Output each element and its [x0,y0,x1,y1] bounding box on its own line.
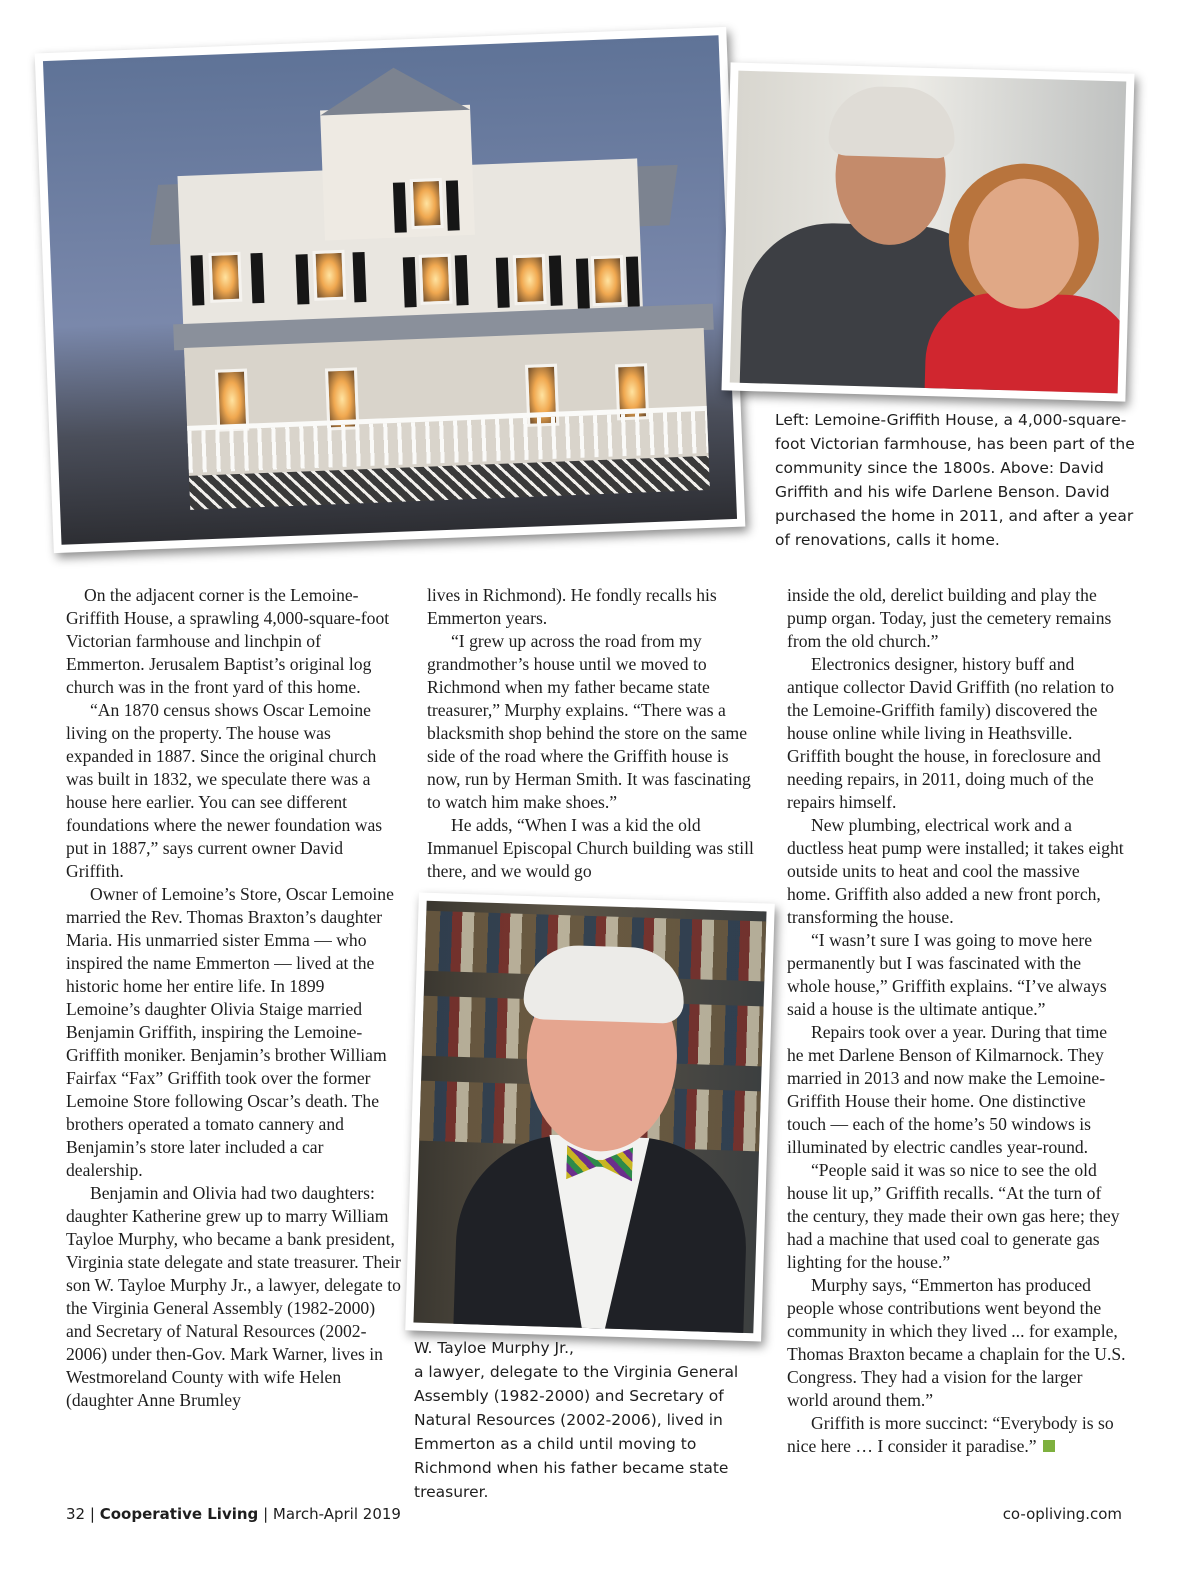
paragraph: “People said it was so nice to see the old house lit up,” Griffith recalls. “At the turn of the century, they made their own gas here; they had a machine that used coal to generate gas lighting for the house.” [787,1160,1120,1272]
page-number: 32 [66,1505,86,1523]
house-photo-caption: Left: Lemoine-Griffith House, a 4,000-square-foot Victorian farmhouse, has been part of the community since the 1800s. Above: David Griffith and his wife Darlene Benson. David purchased the home in 2011, and after a year of renovations, calls it home. [775,411,1135,549]
article-column-3 [787,584,1127,1458]
paragraph: “An 1870 census shows Oscar Lemoine living on the property. The house was expanded in 1887. Since the original church was built in 1832, we speculate there was a house here earlier. You can see different foundations where the newer foundation was put in 1887,” says current owner David Griffith. [66,700,383,881]
house-photo [35,27,746,553]
lemoine-griffith-house-image [43,35,737,545]
paragraph: Benjamin and Olivia had two daughters: daughter Katherine grew up to marry William Tayloe Murphy, who became a bank president, Virginia state delegate and state treasurer. Their son W. Tayloe Murphy Jr., a lawyer, delegate to the Virginia General Assembly (1982-2000) and Secretary of Natural Resources (2002-2006) under then-Gov. Mark Warner, lives in Westmoreland County with wife Helen (daughter Anne Brumley [66,1183,401,1410]
paragraph: New plumbing, electrical work and a ductless heat pump were installed; it takes eight outside units to heat and cool the massive home. Griffith also added a new front porch, transforming the house. [787,815,1124,927]
footer-separator: | [89,1505,95,1523]
paragraph [787,1412,1127,1458]
murphy-photo-caption [414,1336,774,1504]
article-column-2 [427,584,761,883]
end-of-article-icon [1043,1440,1055,1452]
couple-photo [721,62,1134,401]
w-tayloe-murphy-image [413,901,766,1333]
paragraph: lives in Richmond). He fondly recalls his Emmerton years. [427,585,717,628]
murphy-photo [405,893,775,1342]
closing-paragraph-text: Griffith is more succinct: “Everybody is so nice here … I consider it paradise.” [787,1413,1114,1456]
magazine-name: Cooperative Living [99,1505,259,1523]
paragraph: Murphy says, “Emmerton has produced people whose contributions went beyond the community in which they lived ... for example, Thomas Braxton became a chaplain for the U.S. Congress. They had a vision for the larger world around them.” [787,1275,1126,1410]
paragraph: “I wasn’t sure I was going to move here permanently but I was fascinated with the whole house,” Griffith explains. “I’ve always said a house is the ultimate antique.” [787,930,1107,1019]
paragraph: “I grew up across the road from my grandmother’s house until we moved to Richmond when my father became state treasurer,” Murphy explains. “There was a blacksmith shop behind the store on the same side of the road where the Griffith house is now, run by Herman Smith. It was fascinating to watch him make shoes.” [427,631,751,812]
david-griffith-darlene-benson-image [730,71,1127,394]
paragraph: He adds, “When I was a kid the old Immanuel Episcopal Church building was still there, and we would go [427,815,754,881]
paragraph: On the adjacent corner is the Lemoine-Griffith House, a sprawling 4,000-square-foot Victorian farmhouse and linchpin of Emmerton. Jerusalem Baptist’s original log church was in the front yard of this home. [66,585,390,697]
footer-folio [66,1505,401,1523]
article-column-1 [66,584,402,1412]
footer-separator: | [263,1505,269,1523]
murphy-caption-body: a lawyer, delegate to the Virginia General Assembly (1982-2000) and Secretary of Natural Resources (2002-2006), lived in Emmerton as a child until moving to Richmond when his father became state treasurer. [414,1363,739,1501]
paragraph: inside the old, derelict building and play the pump organ. Today, just the cemetery remains from the old church.” [787,585,1112,651]
paragraph: Owner of Lemoine’s Store, Oscar Lemoine married the Rev. Thomas Braxton’s daughter Maria. His unmarried sister Emma — who inspired the name Emmerton — lived at the historic home her entire life. In 1899 Lemoine’s daughter Olivia Staige married Benjamin Griffith, inspiring the Lemoine-Griffith moniker. Benjamin’s brother William Fairfax “Fax” Griffith took over the former Lemoine Store following Oscar’s death. The brothers operated a tomato cannery and Benjamin’s store later included a car dealership. [66,884,394,1180]
website-link[interactable]: co-opliving.com [1002,1505,1122,1523]
murphy-caption-name: W. Tayloe Murphy Jr., [414,1339,574,1357]
paragraph: Repairs took over a year. During that time he met Darlene Benson of Kilmarnock. They married in 2013 and now make the Lemoine-Griffith House their home. One distinctive touch — each of the home’s 50 windows is illuminated by electric candles year-round. [787,1022,1108,1157]
issue-date: March-April 2019 [272,1505,401,1523]
paragraph: Electronics designer, history buff and antique collector David Griffith (no relation to the Lemoine-Griffith family) discovered the house online while living in Heathsville. Griffith bought the house, in foreclosure and needing repairs, in 2011, doing much of the repairs himself. [787,654,1115,812]
